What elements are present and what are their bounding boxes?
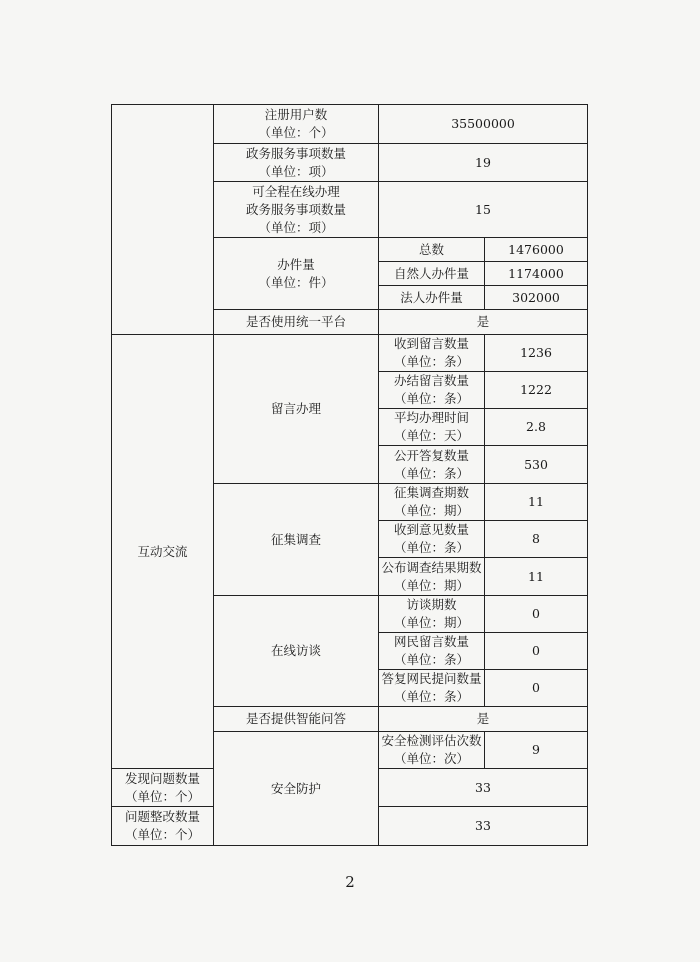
row-label: 发现问题数量 （单位：个） xyxy=(112,769,214,807)
row-label: 政务服务事项数量 （单位：项） xyxy=(214,144,379,182)
row-value: 15 xyxy=(379,182,588,238)
row-value: 是 xyxy=(379,310,588,335)
sub-value: 11 xyxy=(485,484,588,521)
section-blank-cell xyxy=(112,105,214,335)
sub-value: 8 xyxy=(485,521,588,558)
group-label: 办件量 （单位：件） xyxy=(214,238,379,310)
sub-label: 访谈期数 （单位：期） xyxy=(379,596,485,633)
sub-value: 11 xyxy=(485,558,588,596)
sub-value: 1222 xyxy=(485,372,588,409)
sub-value: 1476000 xyxy=(485,238,588,262)
sub-label: 公开答复数量 （单位：条） xyxy=(379,446,485,484)
page-number: 2 xyxy=(345,873,355,891)
row-label: 注册用户数 （单位：个） xyxy=(214,105,379,144)
section-title: 安全防护 xyxy=(214,732,379,846)
section-title: 互动交流 xyxy=(112,335,214,769)
sub-label: 总数 xyxy=(379,238,485,262)
sub-value: 1236 xyxy=(485,335,588,372)
row-label: 问题整改数量 （单位：个） xyxy=(112,807,214,846)
row-value: 是 xyxy=(379,707,588,732)
group-label: 在线访谈 xyxy=(214,596,379,707)
sub-label: 收到意见数量 （单位：条） xyxy=(379,521,485,558)
group-label: 征集调查 xyxy=(214,484,379,596)
row-value: 35500000 xyxy=(379,105,588,144)
table-row xyxy=(112,335,588,372)
sub-label: 自然人办件量 xyxy=(379,262,485,286)
row-label: 安全检测评估次数 （单位：次） xyxy=(379,732,485,769)
sub-label: 征集调查期数 （单位：期） xyxy=(379,484,485,521)
sub-value: 302000 xyxy=(485,286,588,310)
sub-label: 平均办理时间 （单位：天） xyxy=(379,409,485,446)
sub-label: 网民留言数量 （单位：条） xyxy=(379,633,485,670)
sub-value: 1174000 xyxy=(485,262,588,286)
group-label: 留言办理 xyxy=(214,335,379,484)
sub-value: 530 xyxy=(485,446,588,484)
sub-value: 2.8 xyxy=(485,409,588,446)
table-row xyxy=(112,105,588,144)
row-value: 19 xyxy=(379,144,588,182)
row-value: 33 xyxy=(379,807,588,846)
sub-value: 0 xyxy=(485,670,588,707)
sub-label: 收到留言数量 （单位：条） xyxy=(379,335,485,372)
sub-label: 公布调查结果期数 （单位：期） xyxy=(379,558,485,596)
sub-value: 0 xyxy=(485,633,588,670)
row-value: 9 xyxy=(485,732,588,769)
row-label: 是否使用统一平台 xyxy=(214,310,379,335)
row-value: 33 xyxy=(379,769,588,807)
sub-label: 答复网民提问数量 （单位：条） xyxy=(379,670,485,707)
sub-label: 法人办件量 xyxy=(379,286,485,310)
row-label: 可全程在线办理 政务服务事项数量 （单位：项） xyxy=(214,182,379,238)
sub-value: 0 xyxy=(485,596,588,633)
statistics-table xyxy=(111,104,588,846)
sub-label: 办结留言数量 （单位：条） xyxy=(379,372,485,409)
row-label: 是否提供智能问答 xyxy=(214,707,379,732)
